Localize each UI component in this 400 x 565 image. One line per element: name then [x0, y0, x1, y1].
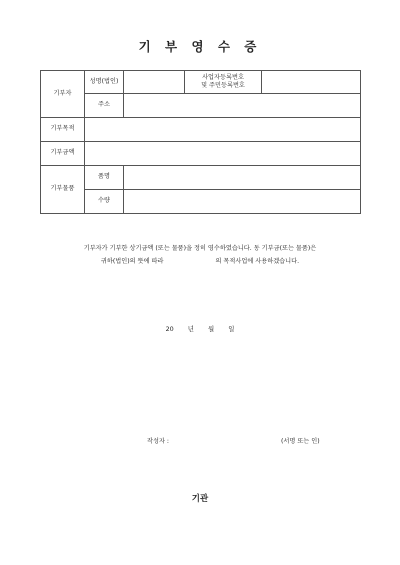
quantity-label: 수량	[85, 190, 124, 214]
reg-no-value[interactable]	[262, 71, 361, 94]
statement-line2-b: 의 목적사업에 사용하겠습니다.	[215, 258, 300, 265]
date-day: 일	[228, 325, 235, 333]
receipt-table	[40, 70, 361, 214]
item-name-value[interactable]	[124, 166, 361, 190]
reg-no-label-line2: 및 주민등록번호	[201, 82, 245, 89]
date-year: 년	[187, 325, 194, 333]
name-value[interactable]	[124, 71, 185, 94]
date-month: 월	[208, 325, 215, 333]
sign-note: (서명 또는 인)	[281, 438, 320, 445]
address-value[interactable]	[124, 94, 361, 118]
date-line	[0, 324, 400, 333]
purpose-label: 기부목적	[41, 118, 85, 142]
table-row	[41, 118, 361, 142]
table-row	[41, 166, 361, 190]
statement-line2-a: 귀하(법인)의 뜻에 따라	[100, 258, 164, 265]
statement-line1: 기부자가 기부한 상기금액 (또는 물품)을 정히 영수하였습니다. 동 기부금(또는 물품)은	[83, 245, 317, 252]
statement-line2	[30, 255, 370, 268]
quantity-value[interactable]	[124, 190, 361, 214]
document-title: 기 부 영 수 증	[138, 39, 262, 54]
table-row	[41, 71, 361, 94]
table-row	[41, 142, 361, 166]
amount-label: 기부금액	[41, 142, 85, 166]
reg-no-label	[185, 71, 262, 94]
name-label: 성명(법인)	[85, 71, 124, 94]
item-name-label: 품명	[85, 166, 124, 190]
table-row	[41, 190, 361, 214]
donor-label: 기부자	[41, 71, 85, 118]
purpose-value[interactable]	[85, 118, 361, 142]
reg-no-label-line1: 사업자등록번호	[202, 73, 244, 81]
organization-label: 기관	[191, 494, 209, 504]
statement-text	[30, 242, 370, 268]
address-label: 주소	[85, 94, 124, 118]
amount-value[interactable]	[85, 142, 361, 166]
goods-label: 기부물품	[41, 166, 85, 214]
author-label: 작성자 :	[147, 438, 169, 445]
date-year-prefix: 20	[165, 325, 174, 333]
table-row	[41, 94, 361, 118]
